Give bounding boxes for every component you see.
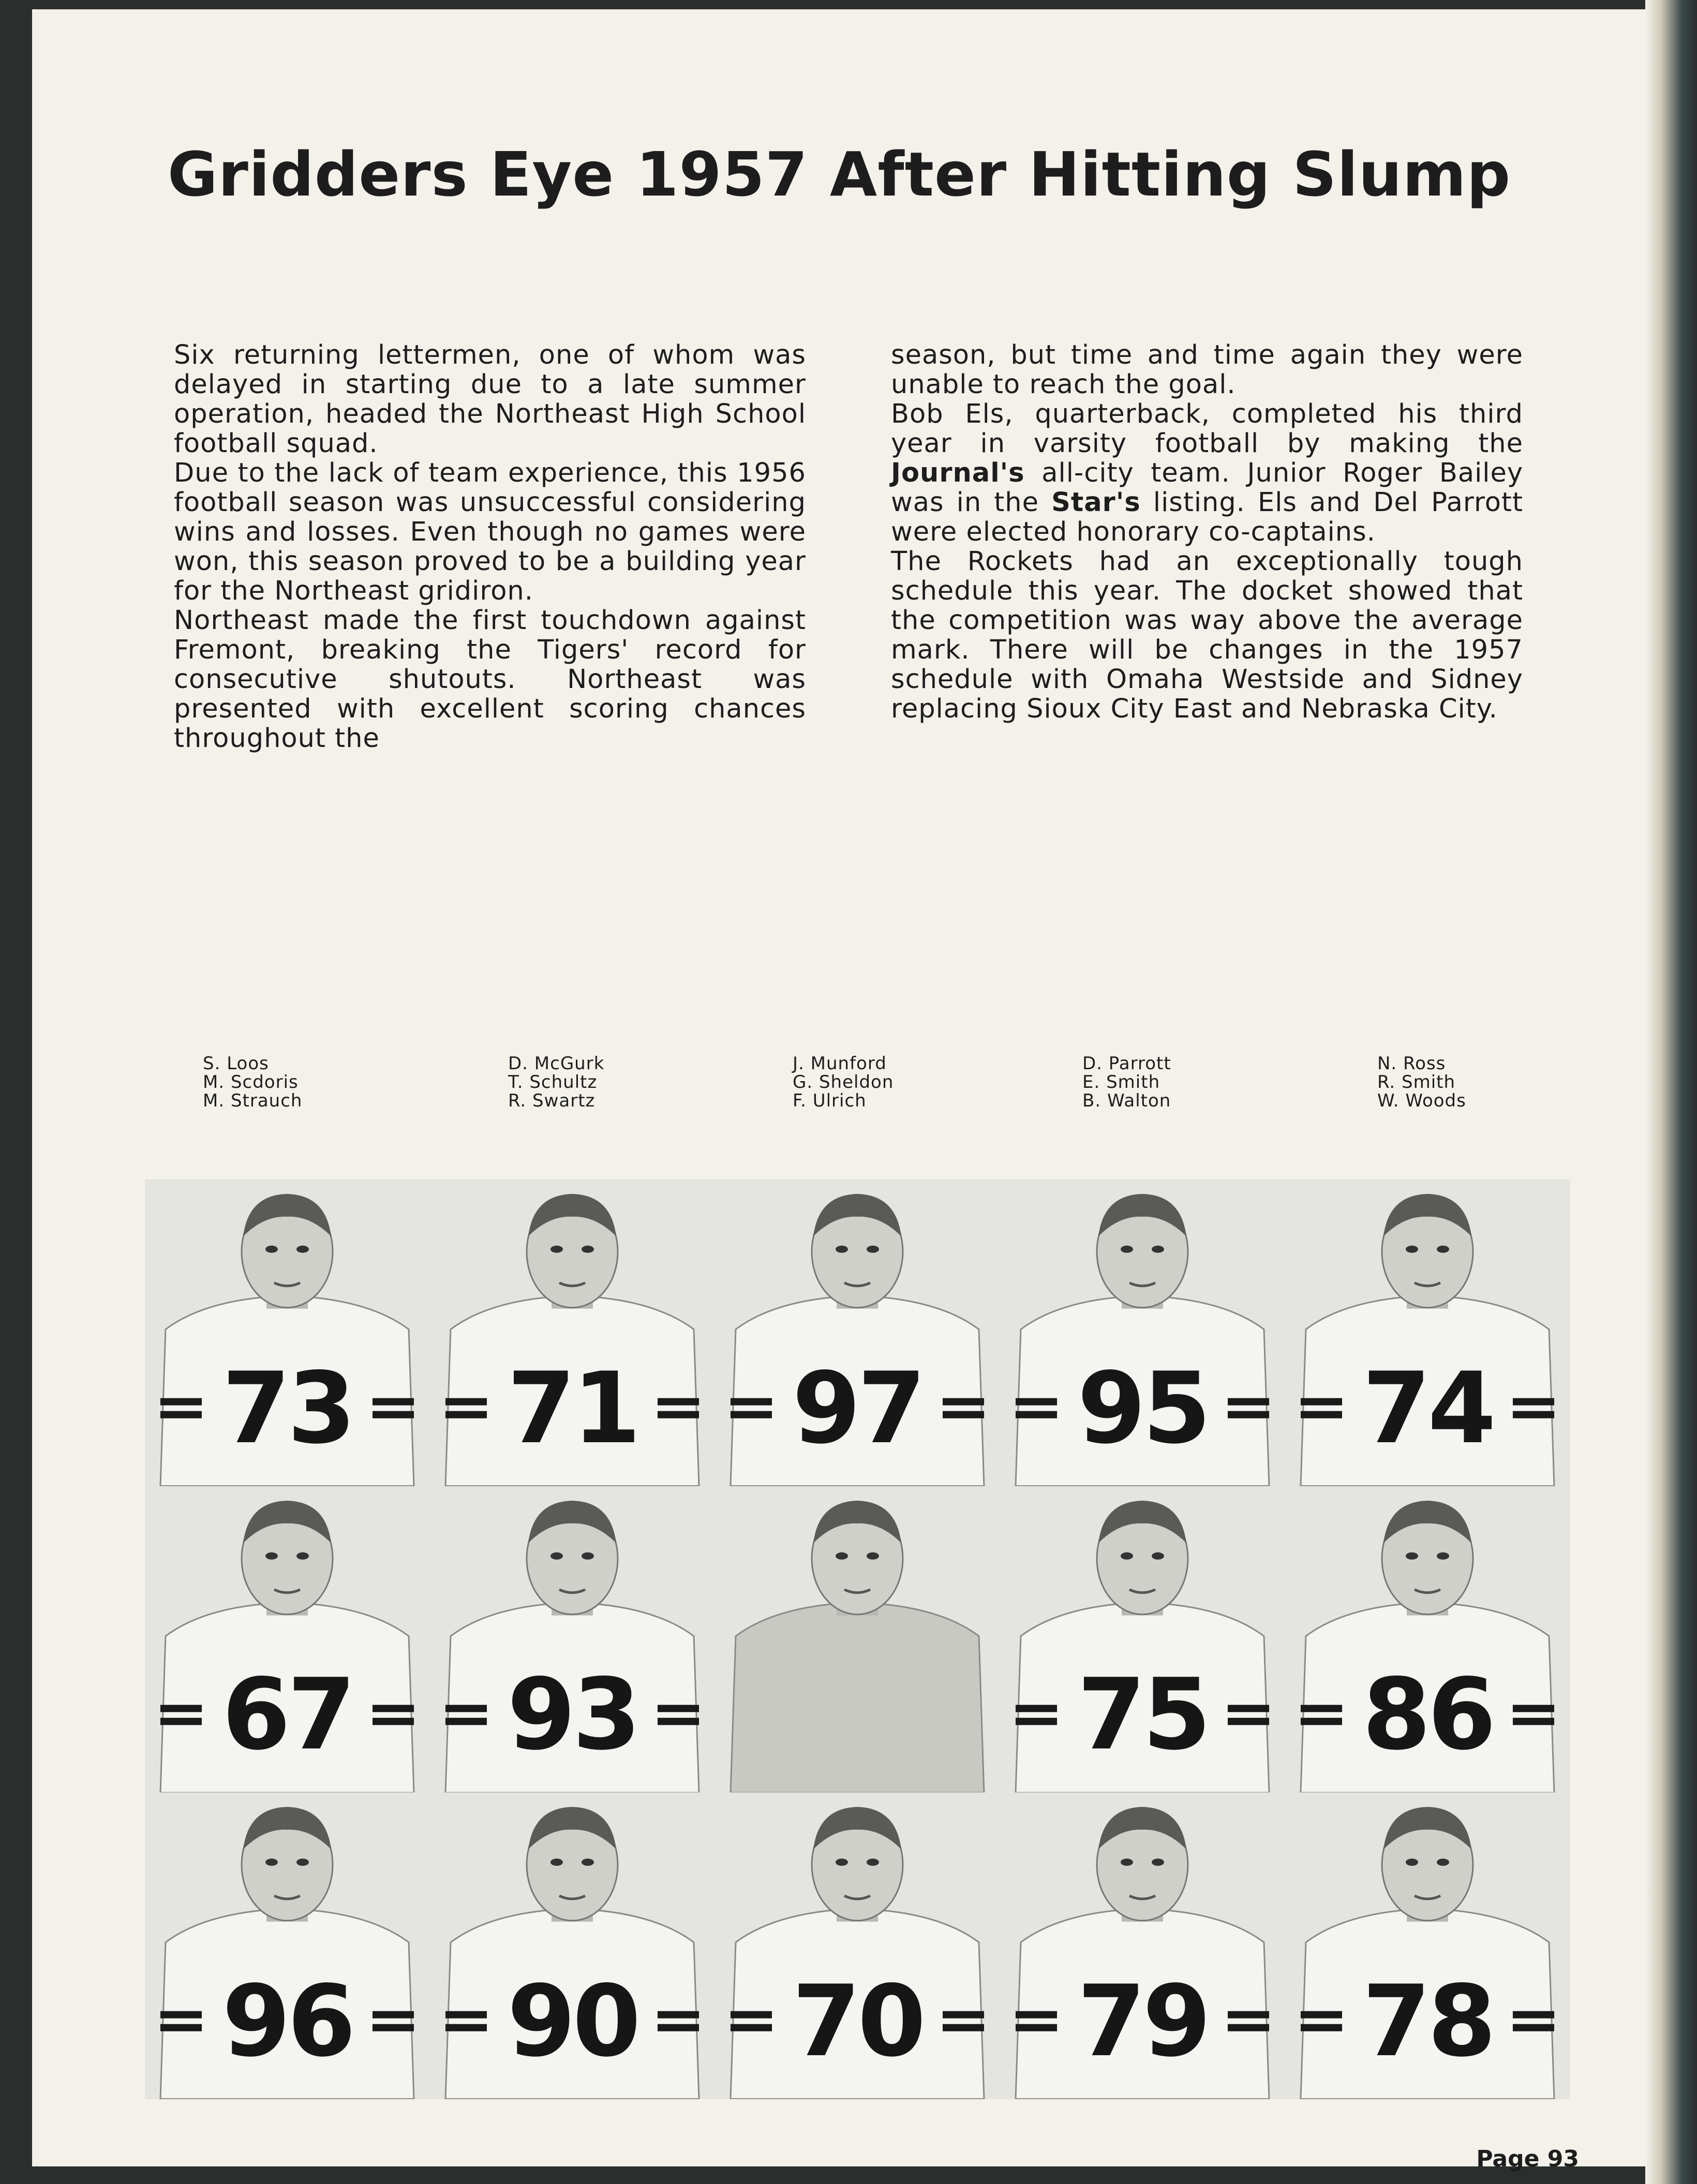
name-column	[793, 1054, 894, 1110]
journal-name: Journal's	[891, 458, 1025, 488]
jersey-number: 71	[507, 1351, 638, 1465]
player-photo	[430, 1792, 715, 2099]
player-photo	[1285, 1486, 1570, 1793]
binding-edge	[1645, 0, 1697, 2184]
player-name: R. Swartz	[508, 1090, 596, 1111]
article-paragraph: season, but time and time again they were unable to reach the goal.	[891, 340, 1523, 400]
jersey-number: 67	[222, 1657, 353, 1772]
name-column	[203, 1054, 302, 1110]
player-name: F. Ulrich	[793, 1090, 867, 1111]
player-photo	[715, 1179, 1000, 1486]
jersey-number: 95	[1077, 1351, 1208, 1465]
player-photo	[430, 1486, 715, 1793]
text-run: all-city team. Junior Roger Bailey was in the	[891, 458, 1523, 518]
player-photo	[1000, 1792, 1285, 2099]
player-photo	[145, 1179, 430, 1486]
player-photo-grid	[145, 1179, 1570, 2099]
player-photo	[1285, 1792, 1570, 2099]
page-number: Page 93	[1476, 2146, 1579, 2172]
headline: Gridders Eye 1957 After Hitting Slump	[167, 139, 1511, 210]
article-left-column	[174, 340, 806, 753]
article-paragraph: Northeast made the first touchdown against Fremont, breaking the Tigers' record for consecutive shutouts. Northeast was presented with excellent scoring chances throughout the	[174, 605, 806, 754]
jersey-number: 90	[507, 1964, 638, 2078]
player-name: N. Ross	[1377, 1053, 1446, 1074]
name-column	[1082, 1054, 1171, 1110]
player-photo	[145, 1792, 430, 2099]
article-paragraph: The Rockets had an exceptionally tough schedule this year. The docket showed that the competition was way above the average mark. There will be changes in the 1957 schedule with Omaha Westside and Sidney replacing Sioux City East and Nebraska City.	[891, 546, 1523, 724]
jersey-number: 86	[1362, 1657, 1493, 1772]
article-paragraph: Six returning lettermen, one of whom was delayed in starting due to a late summer operation, headed the Northeast High School football squad.	[174, 340, 806, 459]
player-name: D. Parrott	[1082, 1053, 1171, 1074]
text-run: listing. Els and Del Parrott were elected honorary co-captains.	[891, 487, 1523, 547]
article-paragraph: Due to the lack of team experience, this 1956 football season was unsuccessful considering wins and losses. Even though no games were won, this season proved to be a building year for the Northeast gridiron.	[174, 458, 806, 606]
jersey-number: 70	[792, 1964, 923, 2078]
player-photo	[715, 1792, 1000, 2099]
player-photo	[1000, 1179, 1285, 1486]
jersey-number: 75	[1077, 1657, 1208, 1772]
player-name: M. Scdoris	[203, 1072, 299, 1093]
star-name: Star's	[1051, 487, 1141, 518]
player-name: J. Munford	[793, 1053, 887, 1074]
player-name: B. Walton	[1082, 1090, 1171, 1111]
article-right-column	[891, 340, 1523, 724]
yearbook-page	[32, 9, 1646, 2172]
player-photo	[1000, 1486, 1285, 1793]
jersey-number: 73	[222, 1351, 353, 1465]
jersey-number: 79	[1077, 1964, 1208, 2078]
player-portrait-icon	[715, 1486, 1000, 1793]
player-photo	[715, 1486, 1000, 1793]
player-photo	[430, 1179, 715, 1486]
player-name: M. Strauch	[203, 1090, 303, 1111]
jersey-number: 74	[1362, 1351, 1493, 1465]
jersey-number: 97	[792, 1351, 923, 1465]
player-name: T. Schultz	[508, 1072, 598, 1093]
player-photo	[145, 1486, 430, 1793]
article-paragraph	[891, 399, 1523, 547]
name-column	[1377, 1054, 1466, 1110]
player-name: S. Loos	[203, 1053, 269, 1074]
jersey-number: 78	[1362, 1964, 1493, 2078]
player-name: D. McGurk	[508, 1053, 605, 1074]
player-name: R. Smith	[1377, 1072, 1456, 1093]
jersey-number: 96	[222, 1964, 353, 2078]
player-name: G. Sheldon	[793, 1072, 894, 1093]
jersey-number: 93	[507, 1657, 638, 1772]
player-name: E. Smith	[1082, 1072, 1160, 1093]
player-name: W. Woods	[1377, 1090, 1466, 1111]
player-photo	[1285, 1179, 1570, 1486]
name-column	[508, 1054, 604, 1110]
text-run: Bob Els, quarterback, completed his third year in varsity football by making the	[891, 399, 1523, 459]
